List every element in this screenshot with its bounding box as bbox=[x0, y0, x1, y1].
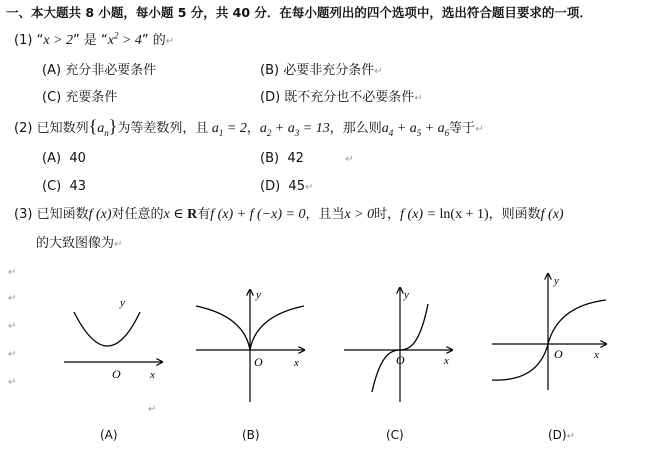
q1-option-c: (C) 充要条件 bbox=[42, 90, 118, 105]
graph-d bbox=[488, 268, 614, 392]
origin-label: O bbox=[112, 367, 121, 381]
graph-label-d: (D)↵ bbox=[548, 428, 575, 442]
return-mark: ↵ bbox=[148, 404, 157, 415]
q1-option-a: (A) 充分非必要条件 bbox=[42, 63, 157, 78]
graph-label-c: (C) bbox=[386, 428, 404, 442]
math-expression: f (x) + f (−x) = 0 bbox=[210, 207, 306, 222]
y-label: y bbox=[120, 297, 125, 309]
question-1-stem: (1) “x > 2” 是 “$x^2 > 4$” 的↵ bbox=[14, 30, 175, 48]
q1-option-d: (D) 既不充分也不必要条件↵ bbox=[260, 90, 423, 105]
math-expression: $a_2 + a_3 = 13$ bbox=[259, 121, 330, 138]
math-expression: $\{a_n\}$ bbox=[88, 116, 118, 138]
q2-option-b: (B) 42 ↵ bbox=[260, 151, 354, 166]
section-header: 一、本大题共 8 小题，每小题 5 分，共 40 分．在每小题列出的四个选项中，选出符合题目要求的一项． bbox=[6, 5, 592, 20]
x-label: x bbox=[150, 369, 155, 381]
math-expression: ln(x + 1) bbox=[439, 207, 489, 222]
return-mark: ↵ bbox=[8, 377, 17, 388]
y-label: y bbox=[404, 289, 409, 301]
graph-label-a: (A) bbox=[100, 428, 118, 442]
q2-option-c: (C) 43 bbox=[42, 179, 87, 194]
return-mark: ↵ bbox=[8, 349, 17, 360]
x-label: x bbox=[594, 349, 599, 361]
math-expression: x > 2 bbox=[43, 33, 73, 48]
math-expression: $a_1 = 2$ bbox=[211, 121, 247, 138]
origin-label: O bbox=[254, 355, 263, 369]
q2-option-a: (A) 40 bbox=[42, 151, 86, 166]
return-mark: ↵ bbox=[114, 239, 123, 250]
return-mark: ↵ bbox=[8, 267, 17, 278]
return-mark: ↵ bbox=[374, 66, 383, 77]
math-expression: $x^2 > 4$ bbox=[107, 30, 142, 48]
question-number: (1) bbox=[14, 33, 33, 48]
math-expression: f (x) bbox=[88, 207, 112, 222]
x-label: x bbox=[444, 355, 449, 367]
curve-right bbox=[548, 300, 606, 344]
math-expression: f (x) = bbox=[400, 207, 440, 222]
origin-label: O bbox=[396, 353, 405, 367]
return-mark: ↵ bbox=[165, 36, 175, 47]
curve-left bbox=[196, 306, 250, 350]
y-label: y bbox=[256, 289, 261, 301]
q1-option-b: (B) 必要非充分条件↵ bbox=[260, 63, 383, 78]
math-expression: $a_4 + a_5 + a_6$ bbox=[381, 121, 450, 138]
return-mark: ↵ bbox=[475, 124, 484, 135]
graph-label-b: (B) bbox=[242, 428, 260, 442]
return-mark: ↵ bbox=[345, 154, 354, 165]
math-expression: x ∈ bbox=[163, 207, 188, 222]
math-expression: x > 0 bbox=[344, 207, 375, 222]
origin-label: O bbox=[554, 347, 563, 361]
y-label: y bbox=[554, 275, 559, 287]
curve-right bbox=[250, 306, 304, 350]
question-3-stem-line2: 的大致图像为↵ bbox=[36, 236, 123, 251]
return-mark: ↵ bbox=[566, 431, 575, 442]
question-number: (2) bbox=[14, 121, 33, 136]
set-r: R bbox=[187, 207, 198, 222]
x-label: x bbox=[294, 357, 299, 369]
curve bbox=[74, 312, 140, 346]
return-mark: ↵ bbox=[414, 93, 423, 104]
question-3-stem: (3) 已知函数f (x)对任意的x ∈ R有f (x) + f (−x) = 0，且当x > 0时，f (x) = ln(x + 1)，则函数f (x) bbox=[14, 207, 564, 222]
return-mark: ↵ bbox=[304, 182, 314, 193]
graph-a bbox=[60, 290, 170, 385]
q2-option-d: (D) 45↵ bbox=[260, 179, 314, 194]
question-2-stem: (2) 已知数列$\{a_n\}$为等差数列，且 $a_1 = 2$，$a_2 + a_3 = 13$，那么则$a_4 + a_5 + a_6$等于↵ bbox=[14, 116, 484, 138]
return-mark: ↵ bbox=[8, 321, 17, 332]
question-number: (3) bbox=[14, 207, 33, 222]
math-expression: f (x) bbox=[540, 207, 564, 222]
graph-b bbox=[192, 284, 312, 404]
curve-left bbox=[492, 344, 548, 380]
return-mark: ↵ bbox=[8, 293, 17, 304]
graph-c bbox=[340, 284, 460, 404]
